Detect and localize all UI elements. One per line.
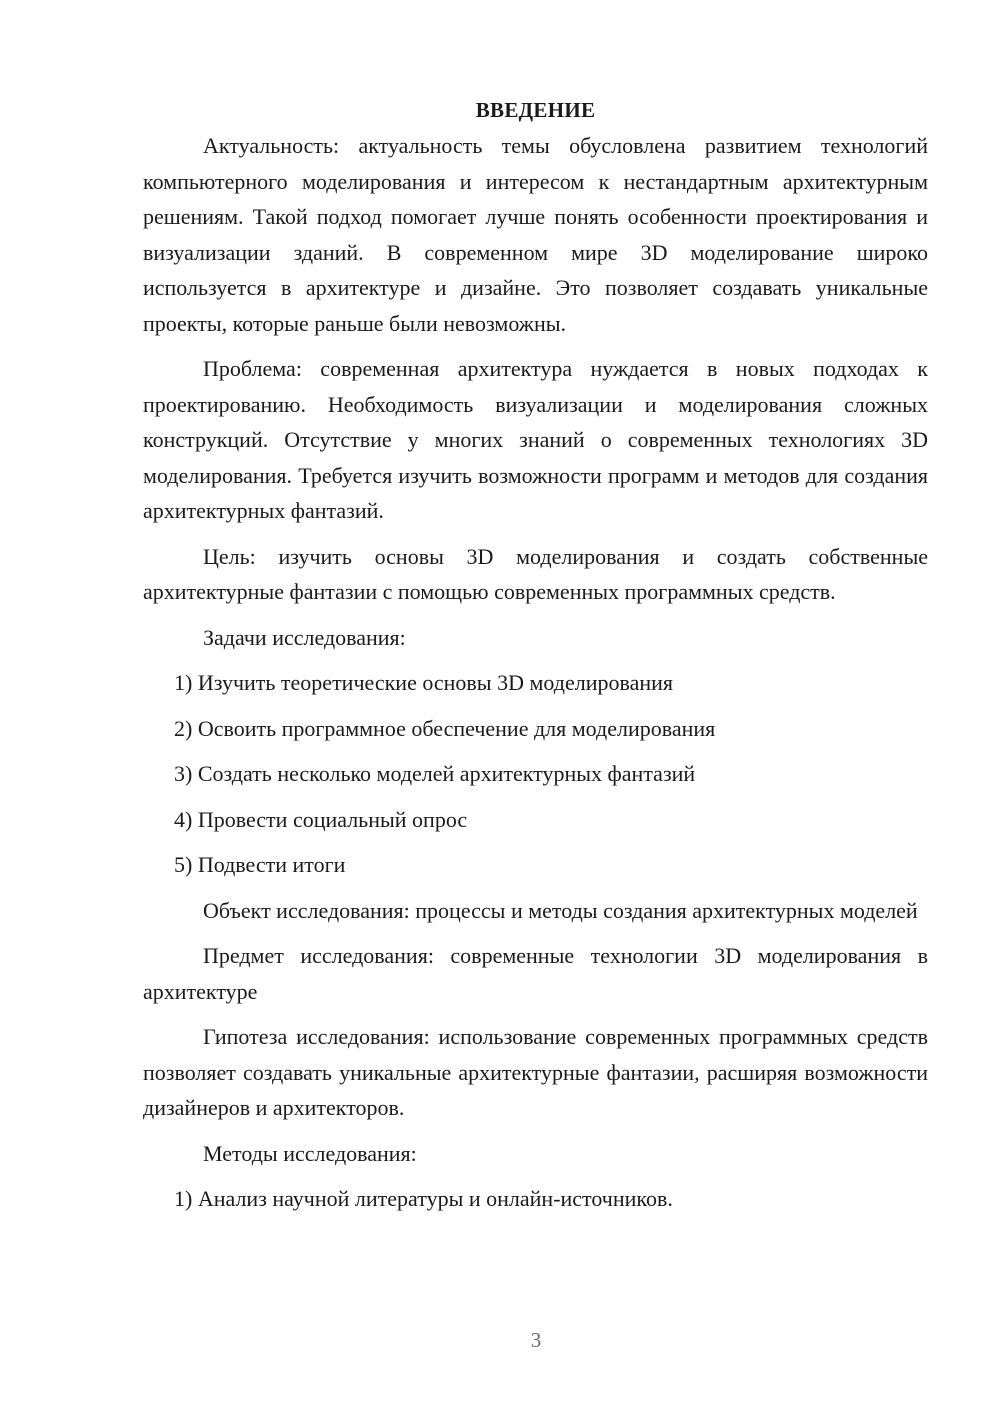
task-item: 5) Подвести итоги	[174, 852, 346, 877]
method-item: 1) Анализ научной литературы и онлайн-источников.	[174, 1186, 673, 1211]
task-item: 4) Провести социальный опрос	[174, 806, 468, 832]
document-page	[143, 92, 928, 1217]
relevance-paragraph: Актуальность: актуальность темы обусловлена развитием технологий компьютерного моделирования и интересом к нестандартным архитектурным решениям. Такой подход помогает лучше понять особенности проектирования и визуализации зданий. В современном мире 3D моделирование широко используется в архитектуре и дизайне. Это позволяет создавать уникальные проекты, которые раньше были невозможны.	[143, 133, 928, 336]
object-paragraph: Объект исследования: процессы и методы создания архитектурных моделей	[203, 897, 918, 923]
task-item: 3) Создать несколько моделей архитектурных фантазий	[174, 761, 696, 786]
task-item: 1) Изучить теоретические основы 3D моделирования	[174, 670, 673, 695]
hypothesis-paragraph: Гипотеза исследования: использование современных программных средств позволяет создавать уникальные архитектурные фантазии, расширяя возможности дизайнеров и архитекторов.	[143, 1024, 928, 1120]
methods-heading: Методы исследования:	[203, 1140, 417, 1166]
task-item: 2) Освоить программное обеспечение для моделирования	[174, 715, 716, 741]
subject-paragraph: Предмет исследования: современные технологии 3D моделирования в архитектуре	[143, 943, 928, 1004]
goal-paragraph: Цель: изучить основы 3D моделирования и создать собственные архитектурные фантазии с помощью современных программных средств.	[143, 543, 928, 604]
tasks-heading: Задачи исследования:	[203, 624, 406, 650]
section-title: ВВЕДЕНИЕ	[475, 98, 596, 122]
problem-paragraph: Проблема: современная архитектура нуждается в новых подходах к проектированию. Необходимость визуализации и моделирования сложных конструкций. Отсутствие у многих знаний о современных технологиях 3D моделирования. Требуется изучить возможности программ и методов для создания архитектурных фантазий.	[143, 356, 928, 523]
page-number: 3	[530, 1328, 542, 1352]
